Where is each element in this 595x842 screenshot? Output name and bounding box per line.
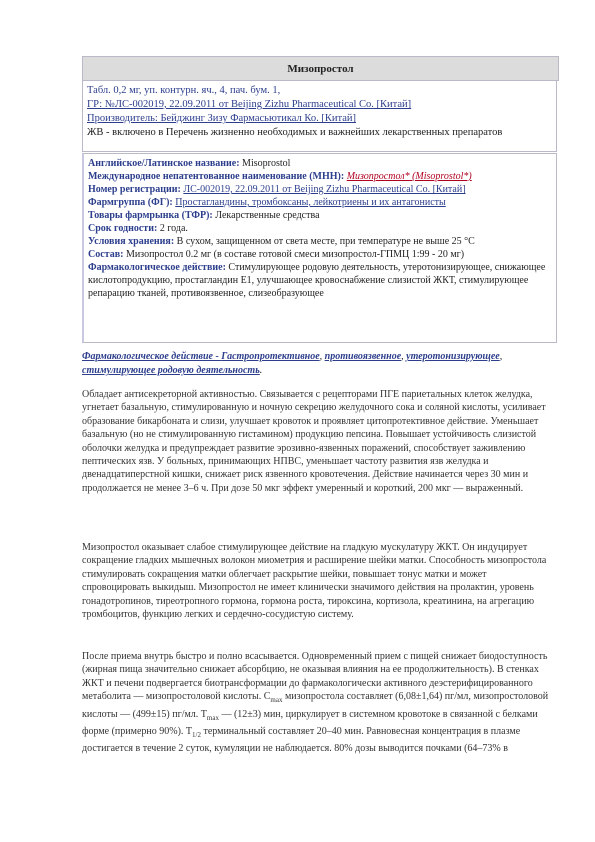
link-gastroprotective[interactable]: Гастропротективное [221, 351, 320, 362]
mnn-link[interactable]: Мизопростол* (Misoprostol*) [346, 171, 472, 182]
shelf-life-row [88, 222, 552, 235]
drug-title: Мизопростол [82, 56, 559, 81]
shelf-life-value: 2 года. [157, 223, 188, 234]
market-goods-row [88, 209, 552, 222]
storage-label: Условия хранения: [88, 236, 175, 247]
english-name-row [88, 157, 552, 170]
composition-row [88, 248, 552, 261]
registration-line[interactable]: ГР: №ЛС-002019, 22.09.2011 от Beijing Zizhu Pharmaceutical Co. [Китай] [87, 99, 412, 110]
pharmgroup-row [88, 196, 552, 209]
english-name-value: Misoprostol [239, 158, 291, 169]
pk-text-a: После приема внутрь быстро и полно всасывается. Одновременный прием с пищей снижает биодоступность (жирная пища значительно снижает абсорбцию, не оказывая влияния на ее продолжительность). В стенках ЖКТ и печени подвергается биотрансформации до фармакологически активного деэстерифицированного метаболита — мизопростоловой кислоты. C [82, 651, 548, 703]
pharm-action-value: Стимулирующее родовую деятельность, утеротонизирующее, снижающее кислотопродукцию, простагландин Е1, улучшающее кровоснабжение слизистой ЖКТ, стимулирующее репарацию тканей, противоязвенное, слизеобразующее [88, 262, 546, 299]
composition-label: Состав: [88, 249, 124, 260]
registration-number-row [88, 183, 552, 196]
pharmgroup-link[interactable]: Простагландины, тромбоксаны, лейкотриены и их антагонисты [175, 197, 446, 208]
market-goods-value: Лекарственные средства [212, 210, 320, 221]
registration-number-link[interactable]: ЛС-002019, 22.09.2011 от Beijing Zizhu Pharmaceutical Co. [Китай] [183, 184, 466, 195]
cmax-subscript: max [270, 696, 283, 705]
pharm-action-row [88, 261, 552, 300]
storage-value: В сухом, защищенном от света месте, при температуре не выше 25 °С [174, 236, 475, 247]
paragraph-pharmacokinetics [82, 650, 552, 756]
mnn-row [88, 170, 552, 183]
link-uterotonic[interactable]: утеротонизирующее [406, 351, 500, 362]
tmax-subscript: max [206, 713, 219, 722]
paragraph-antisecretory: Обладает антисекреторной активностью. Связывается с рецепторами ПГЕ париетальных клеток желудка, угнетает базальную, стимулированную и ночную секрецию желудочного сока и соляной кислоты, усиливает образование бикарбоната и слизи, улучшает кровоток и проявляет цитопротективное действие. Уменьшает базальную (но не стимулированную гистамином) продукцию пепсина. Повышает устойчивость слизистой оболочки желудка и предупреждает развитие эрозивно-язвенных поражений, способствует заживлению пептических язв. У больных, принимающих НПВС, уменьшает частоту развития язв желудка и двенадцатиперстной кишки, снижает риск язвенного кровотечения. Действие начинается через 30 мин и продолжается не менее 3–6 ч. При дозе 50 мкг эффект умеренный и короткий, 200 мкг — выраженный. [82, 389, 546, 494]
pharm-action-heading-link[interactable]: Фармакологическое действие - [82, 351, 222, 362]
thalf-subscript: 1/2 [192, 731, 201, 740]
link-labor-stimulating[interactable]: стимулирующее родовую деятельность [82, 365, 260, 376]
link-antiulcer[interactable]: противоязвенное [324, 351, 402, 362]
package-line: Табл. 0,2 мг, уп. контурн. яч., 4, пач. бум. 1, [87, 85, 281, 96]
registration-number-label: Номер регистрации: [88, 184, 181, 195]
paragraph-smooth-muscle: Мизопростол оказывает слабое стимулирующее действие на гладкую мускулатуру ЖКТ. Он индуцирует сокращение гладких мышечных волокон миометрия и расширение шейки матки. Способность мизопростола стимулировать сокращения матки облегчает раскрытие шейки, повышает тонус матки и может спровоцировать выкидыш. Мизопростол не имеет клинически значимого действия на пролактин, уровень гонадотропинов, тиреотропного гормона, гормона роста, тироксина, кортизола, креатинина, на агрегацию тромбоцитов, функцию легких и сердечно-сосудистую систему. [82, 542, 547, 621]
pk-text-b: мизопростола составляет (6,08±1,64) пг/мл, мизопростоловой кислоты — (499±15) пг/мл. T [82, 691, 549, 720]
drug-details [82, 153, 557, 343]
manufacturer-line[interactable]: Производитель: Бейджинг Зизу Фармасьютикал Ко. [Китай] [87, 113, 357, 124]
essential-drugs-note: ЖВ - включено в Перечень жизненно необходимых и важнейших лекарственных препаратов [87, 127, 503, 138]
pharmgroup-label: Фармгруппа (ФГ): [88, 197, 173, 208]
english-name-label: Английское/Латинское название: [88, 158, 240, 169]
market-goods-label: Товары фармрынка (ТФР): [88, 210, 213, 221]
registration-info [82, 80, 557, 152]
shelf-life-label: Срок годности: [88, 223, 158, 234]
pk-text-d: терминальный составляет 20–40 мин. Равновесная концентрация в плазме достигается в течение 2 суток, кумуляции не наблюдается. 80% дозы выводится почками (64–73% в [82, 726, 521, 755]
storage-row [88, 235, 552, 248]
composition-value: Мизопростол 0.2 мг (в составе готовой смеси мизопростол-ГПМЦ 1:99 - 20 мг) [123, 249, 465, 260]
pk-text-c: — (12±3) мин, циркулирует в системном кровотоке в связанной с белками форме (примерно 90%). T [82, 708, 538, 738]
pharm-action-links: Фармакологическое действие - Гастропротективное, противоязвенное, утеротонизирующее, стимулирующее родовую деятельность. [82, 351, 503, 376]
pharm-action-label: Фармакологическое действие: [88, 262, 226, 273]
mnn-label: Международное непатентованное наименование (МНН): [88, 171, 345, 182]
